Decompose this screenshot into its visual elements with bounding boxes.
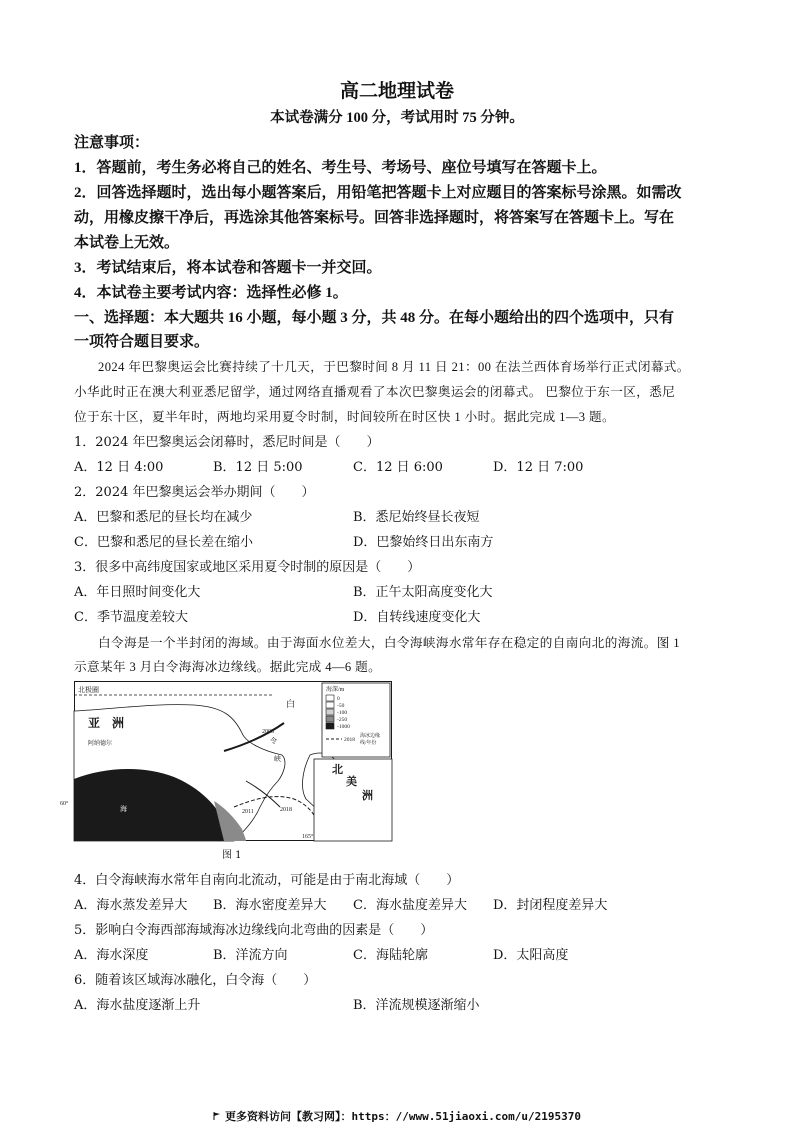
map-label-strait1: 令 [270,737,277,745]
option: B．洋流规模逐渐缩小 [353,998,480,1013]
option: A．海水盐度逐渐上升 [74,998,201,1013]
map-label-arctic: 北极圈 [78,686,99,694]
passage-line: 位于东十区，夏半年时，两地均采用夏令时制，时间较所在时区快 1 小时。据此完成 1—3 题。 [74,410,616,424]
legend-swatch [326,723,334,729]
map-label-continent: 洲 [362,790,373,802]
legend-item: -100 [337,710,348,716]
map-label-lat: 60° [60,801,69,807]
option: B．悉尼始终昼长夜短 [353,510,480,525]
option: D．巴黎始终日出东南方 [353,535,494,550]
option: A．巴黎和悉尼的昼长均在减少 [74,510,253,525]
passage-line: 白令海是一个半封闭的海域。由于海面水位差大，白令海峡海水常年存在稳定的自南向北的海流。图 1 [98,636,680,650]
legend-swatch [326,716,334,722]
option: C．海陆轮廓 [353,948,428,963]
legend-swatch [326,695,334,701]
bering-sea-map [60,681,392,841]
map-label-north: 北 [332,764,343,776]
map-label-america: 美 [346,776,357,788]
option: A．海水蒸发差异大 [74,898,188,913]
option: A．海水深度 [74,948,149,963]
map-label-city: 阿纳德尔 [88,741,113,747]
option: D．封闭程度差异大 [493,898,608,913]
passage-line: 2024 年巴黎奥运会比赛持续了十几天，于巴黎时间 8 月 11 日 21：00 在法兰西体育场举行正式闭幕式。 [98,360,690,374]
page-title: 高二地理试卷 [339,81,454,102]
option: B．正午太阳高度变化大 [353,585,493,600]
option: A．年日照时间变化大 [74,585,201,600]
legend-line-label: 线/年份 [360,741,377,746]
legend-item: -250 [337,717,348,723]
question-stem: 5．影响白令海西部海域海冰边缘线向北弯曲的因素是（ ） [74,923,434,938]
notice-item: 4．本试卷主要考试内容：选择性必修 1。 [74,285,348,301]
notice-item: 2．回答选择题时，选出每小题答案后，用铅笔把答题卡上对应题目的答案标号涂黑。如需改 [74,185,682,201]
america-box [314,759,392,841]
option: D．自转线速度变化大 [353,610,481,625]
map-label-strait2: 峡 [274,755,281,763]
passage-line: 小华此时正在澳大利亚悉尼留学，通过网络直播观看了本次巴黎奥运会的闭幕式。 巴黎位于东一区，悉尼 [74,385,676,399]
legend-title: 海深/m [326,687,345,693]
legend-line-year: 2018 [344,737,355,743]
option: D．12 日 7:00 [493,460,584,475]
option: D．太阳高度 [493,948,569,963]
flag-icon [213,1112,221,1120]
legend-swatch [326,709,334,715]
notice-item: 本试卷上无效。 [74,235,180,251]
map-label-lon-right: 165° [302,834,314,840]
map-label-y2011: 2011 [242,809,254,815]
option: C．12 日 6:00 [353,460,443,475]
option: C．季节温度差较大 [74,610,188,625]
footer-text: 更多资料访问【教习网】：https：//www.51jiaoxi.com/u/2195370 [224,1110,582,1123]
question-stem: 6．随着该区域海冰融化，白令海（ ） [74,973,317,988]
legend-swatch [326,702,334,708]
legend-item: -50 [337,703,345,709]
option: B．洋流方向 [213,948,288,963]
notice-item: 动，用橡皮擦干净后，再选涂其他答案标号。回答非选择题时，将答案写在答题卡上。写在 [74,210,675,226]
notice-item: 1．答题前，考生务必将自己的姓名、考生号、考场号、座位号填写在答题卡上。 [74,160,607,176]
map-label-lon-left: 东经180° 西经 [84,834,121,840]
legend-item: 0 [337,696,340,702]
option: A．12 日 4:00 [74,460,164,475]
question-stem: 2．2024 年巴黎奥运会举办期间（ ） [74,485,315,500]
map-label-y2008: 2008 [262,729,274,735]
question-stem: 4．白令海峡海水常年自南向北流动，可能是由于南北海域（ ） [74,873,460,888]
map-label-y2018: 2018 [280,807,292,813]
passage-line: 示意某年 3 月白令海海冰边缘线。据此完成 4—6 题。 [74,660,382,674]
map-label-white: 白 [286,699,296,709]
question-stem: 3．很多中高纬度国家或地区采用夏令时制的原因是（ ） [74,560,421,575]
map-label-sea: 海 [120,805,127,813]
question-stem: 1．2024 年巴黎奥运会闭幕时，悉尼时间是（ ） [74,435,380,450]
footer-link[interactable] [0,1108,794,1124]
page-subtitle: 本试卷满分 100 分，考试用时 75 分钟。 [270,110,524,126]
notice-heading: 注意事项： [74,135,150,151]
section-heading: 一、选择题：本大题共 16 小题，每小题 3 分，共 48 分。在每小题给出的四个选项中，只有 [74,310,675,326]
option: B．12 日 5:00 [213,460,303,475]
section-heading: 一项符合题目要求。 [74,334,210,350]
legend-item: -1000 [337,724,350,730]
option: C．巴黎和悉尼的昼长差在缩小 [74,535,253,550]
map-caption: 图 1 [222,850,242,861]
legend-line-label: 海冰边缘 [360,734,381,739]
option: C．海水盐度差异大 [353,898,467,913]
option: B．海水密度差异大 [213,898,327,913]
map-label-asia: 亚 洲 [88,716,125,730]
notice-item: 3．考试结束后，将本试卷和答题卡一并交回。 [74,260,382,276]
